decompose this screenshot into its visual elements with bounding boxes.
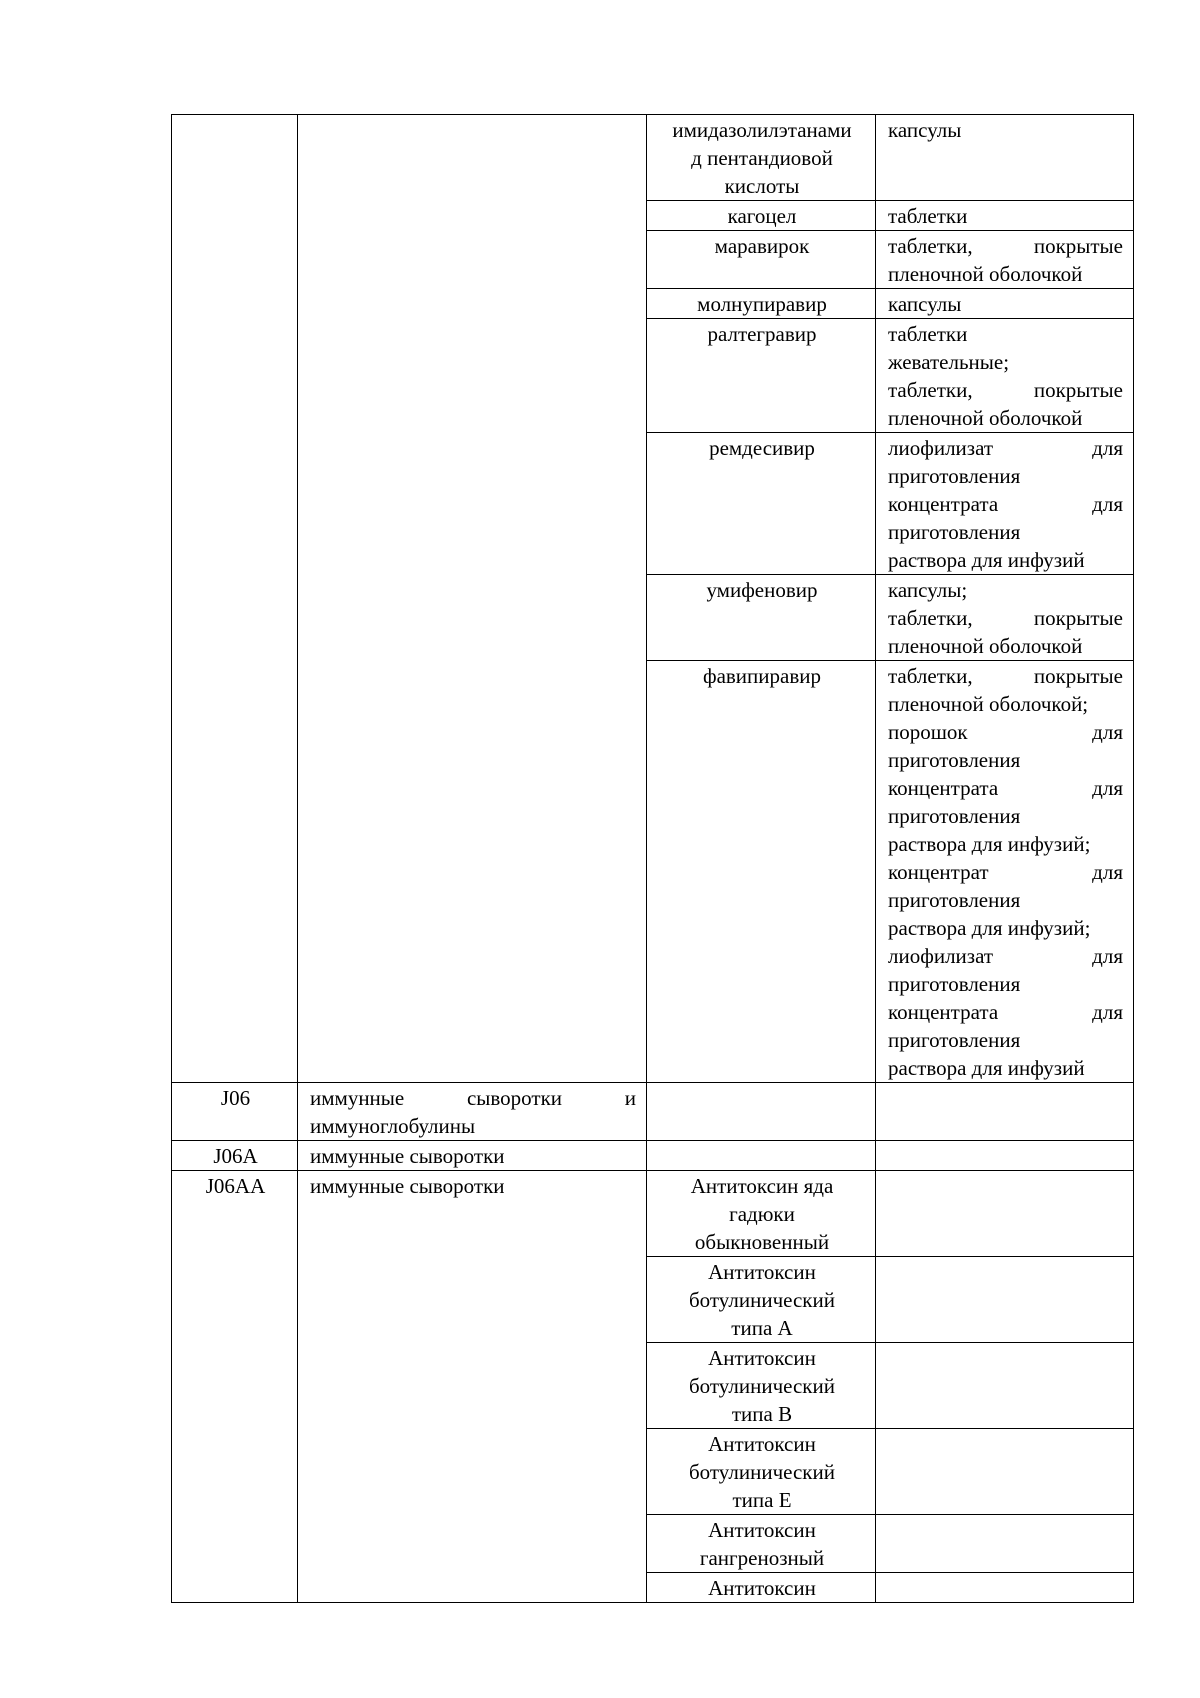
drug-name-cell [647, 289, 876, 319]
dosage-form-line: таблетки [888, 322, 968, 346]
dosage-form-cell [876, 661, 1134, 1083]
dosage-form-cell [876, 115, 1134, 201]
dosage-form-line: лиофилизат для [888, 436, 1123, 460]
drug-name-line: Антитоксин [708, 1576, 816, 1600]
dosage-form-line: концентрата для [888, 492, 1123, 516]
dosage-form-line: раствора для инфузий [888, 548, 1085, 572]
group-text-line: иммуноглобулины [310, 1114, 476, 1138]
dosage-form-cell [876, 319, 1134, 433]
drug-name-line: имидазолилэтанами [672, 118, 852, 142]
dosage-form-cell [876, 1343, 1134, 1429]
group-cell [298, 1171, 647, 1603]
table-row [172, 1171, 1134, 1257]
group-text-line: иммунные сыворотки [310, 1174, 505, 1198]
drug-name-line: умифеновир [706, 578, 818, 602]
dosage-form-line: приготовления [888, 748, 1021, 772]
drug-name-line: кислоты [724, 174, 800, 198]
drug-name-cell [647, 433, 876, 575]
drug-name-line: типа В [731, 1402, 793, 1426]
dosage-form-line: приготовления [888, 1028, 1021, 1052]
drug-list-table [171, 114, 1134, 1603]
drug-name-line: обыкновенный [694, 1230, 830, 1254]
table-row [172, 1083, 1134, 1141]
dosage-form-cell [876, 1083, 1134, 1141]
drug-name-line: Антитоксин [708, 1346, 816, 1370]
atc-code-cell: J06AA [172, 1171, 298, 1603]
dosage-form-cell [876, 201, 1134, 231]
dosage-form-cell [876, 433, 1134, 575]
dosage-form-cell [876, 1429, 1134, 1515]
dosage-form-line: пленочной оболочкой [888, 634, 1083, 658]
dosage-form-line: таблетки, покрытые [888, 378, 1123, 402]
drug-name-line: Антитоксин [708, 1260, 816, 1284]
dosage-form-line: концентрат для [888, 860, 1123, 884]
drug-name-cell [647, 575, 876, 661]
dosage-form-line: приготовления [888, 464, 1021, 488]
dosage-form-line: пленочной оболочкой; [888, 692, 1089, 716]
drug-name-cell [647, 115, 876, 201]
dosage-form-line: приготовления [888, 520, 1021, 544]
group-cell [298, 1141, 647, 1171]
table-body [172, 115, 1134, 1603]
dosage-form-cell [876, 289, 1134, 319]
dosage-form-cell [876, 575, 1134, 661]
dosage-form-line: пленочной оболочкой [888, 406, 1083, 430]
drug-name-cell [647, 1343, 876, 1429]
dosage-form-line: капсулы; [888, 578, 968, 602]
drug-name-line: гадюки [729, 1202, 795, 1226]
drug-name-line: ралтегравир [707, 322, 817, 346]
dosage-form-line: таблетки [888, 204, 968, 228]
dosage-form-line: раствора для инфузий; [888, 832, 1091, 856]
dosage-form-line: капсулы [888, 292, 962, 316]
dosage-form-line: концентрата для [888, 1000, 1123, 1024]
dosage-form-line: лиофилизат для [888, 944, 1123, 968]
group-text-line: иммунные сыворотки и [310, 1086, 636, 1110]
dosage-form-line: концентрата для [888, 776, 1123, 800]
drug-name-cell [647, 319, 876, 433]
drug-name-line: типа Е [732, 1488, 792, 1512]
drug-name-line: Антитоксин [708, 1432, 816, 1456]
dosage-form-line: приготовления [888, 888, 1021, 912]
dosage-form-line: таблетки, покрытые [888, 606, 1123, 630]
dosage-form-line: таблетки, покрытые [888, 234, 1123, 258]
dosage-form-line: таблетки, покрытые [888, 664, 1123, 688]
dosage-form-line: приготовления [888, 972, 1021, 996]
dosage-form-line: капсулы [888, 118, 962, 142]
drug-name-line: типа А [731, 1316, 793, 1340]
drug-name-cell [647, 1515, 876, 1573]
drug-name-line: маравирок [714, 234, 810, 258]
drug-name-cell [647, 1257, 876, 1343]
drug-name-line: ботулинический [689, 1460, 835, 1484]
dosage-form-line: пленочной оболочкой [888, 262, 1083, 286]
drug-name-line: ботулинический [689, 1374, 835, 1398]
drug-name-cell [647, 1171, 876, 1257]
drug-name-cell [647, 1083, 876, 1141]
dosage-form-cell [876, 1171, 1134, 1257]
drug-name-cell [647, 1141, 876, 1171]
drug-name-line: Антитоксин яда [690, 1174, 834, 1198]
group-text-line: иммунные сыворотки [310, 1144, 505, 1168]
dosage-form-line: раствора для инфузий [888, 1056, 1085, 1080]
dosage-form-cell [876, 1141, 1134, 1171]
atc-code-cell [172, 115, 298, 1083]
dosage-form-line: порошок для [888, 720, 1123, 744]
dosage-form-line: жевательные; [888, 350, 1010, 374]
drug-name-line: фавипиравир [702, 664, 822, 688]
table-row [172, 1141, 1134, 1171]
drug-name-cell [647, 1429, 876, 1515]
drug-name-cell [647, 661, 876, 1083]
atc-code-cell: J06A [172, 1141, 298, 1171]
drug-name-cell [647, 231, 876, 289]
drug-name-cell [647, 1573, 876, 1603]
dosage-form-cell [876, 1573, 1134, 1603]
drug-name-line: Антитоксин [708, 1518, 816, 1542]
drug-name-line: д пентандиовой [691, 146, 833, 170]
drug-name-line: кагоцел [727, 204, 797, 228]
drug-name-line: молнупиравир [697, 292, 827, 316]
drug-name-line: ботулинический [689, 1288, 835, 1312]
dosage-form-cell [876, 1515, 1134, 1573]
dosage-form-cell [876, 231, 1134, 289]
drug-name-line: гангренозный [699, 1546, 825, 1570]
group-cell [298, 1083, 647, 1141]
drug-name-line: ремдесивир [709, 436, 815, 460]
table-row [172, 115, 1134, 201]
drug-name-cell [647, 201, 876, 231]
dosage-form-line: раствора для инфузий; [888, 916, 1091, 940]
group-cell [298, 115, 647, 1083]
atc-code-cell: J06 [172, 1083, 298, 1141]
dosage-form-line: приготовления [888, 804, 1021, 828]
dosage-form-cell [876, 1257, 1134, 1343]
